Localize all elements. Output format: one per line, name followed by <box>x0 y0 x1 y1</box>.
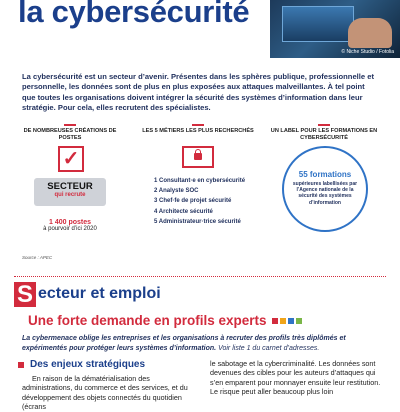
page-title: la cybersécurité <box>18 0 250 29</box>
column-heading: UN LABEL POUR LES FORMATIONS EN CYBERSÉCURITÉ <box>268 124 380 142</box>
list-item: 4 Architecte sécurité <box>154 208 213 215</box>
sector-banner <box>34 178 106 206</box>
lock-icon <box>182 146 214 168</box>
banner-sub: qui recrute <box>54 192 86 198</box>
banner-main: SECTEUR <box>47 181 93 192</box>
list-item: 2 Analyste SOC <box>154 188 199 195</box>
section-initial: S <box>14 282 36 307</box>
square-bullet-icon <box>18 362 24 368</box>
column-label <box>268 124 380 206</box>
photo-credit: © Niche Studio / Fotolia <box>341 49 394 55</box>
list-item: 5 Administrateur·trice sécurité <box>154 218 241 225</box>
formations-circle <box>282 146 368 232</box>
intro-paragraph: La cybersécurité est un secteur d’avenir. Présentes dans les sphères publique, professionnelle et personnelle, les données sont de plus en plus exposées aux attaques malveillantes. À tel point que toutes les organisations doivent intégrer la sécurité des systèmes d’information dans leur stratégie. Pour cela, elles recrutent des spécialistes. <box>22 72 374 112</box>
column-postes <box>14 124 126 232</box>
body-column-left: En raison de la dématérialisation des administrations, du commerce et des services, et du développement des objets connectés du quotidien (écrans <box>22 374 188 412</box>
hand-on-keyboard <box>348 18 392 48</box>
subsection-heading: Des enjeux stratégiques <box>30 359 146 370</box>
body-column-right: le sabotage et la cybercriminalité. Les données sont devenues des cibles pour les auteurs d’attaques qui s’en emparent pour monnayer ensuite leur restitution. Le risque peut aller beaucoup plus loin <box>210 359 381 397</box>
source-note: Source : APEC <box>22 255 53 260</box>
color-square <box>280 318 286 324</box>
column-heading: DE NOMBREUSES CRÉATIONS DE POSTES <box>14 124 126 142</box>
jobs-list <box>154 176 245 227</box>
computer-screen <box>282 6 354 42</box>
header-photo <box>270 0 400 58</box>
posts-count: 1 400 postes à pourvoir d’ici 2020 <box>43 219 97 232</box>
section-divider <box>14 276 386 277</box>
section-title: ecteur et emploi <box>38 285 161 302</box>
checkmark-icon: ✓ <box>58 146 84 172</box>
column-heading: LES 5 MÉTIERS LES PLUS RECHERCHÉS <box>142 124 254 135</box>
list-item: 1 Consultant·e en cybersécurité <box>154 178 246 184</box>
color-square <box>288 318 294 324</box>
color-square <box>296 318 302 324</box>
section-subtitle: Une forte demande en profils experts <box>28 313 302 328</box>
formations-count: 55 formations <box>298 170 352 179</box>
color-square <box>272 318 278 324</box>
column-metiers <box>142 124 254 225</box>
list-item: 3 Chef·fe de projet sécurité <box>154 198 232 205</box>
lead-paragraph: La cybermenace oblige les entreprises et les organisations à recruter des profils très diplômés et expérimentés pour protéger leurs systèmes d’information. Voir liste 1 du carnet d’adresses. <box>22 335 346 352</box>
formations-desc: supérieures labellisées par l’Agence nationale de la sécurité des systèmes d’information <box>292 181 358 206</box>
